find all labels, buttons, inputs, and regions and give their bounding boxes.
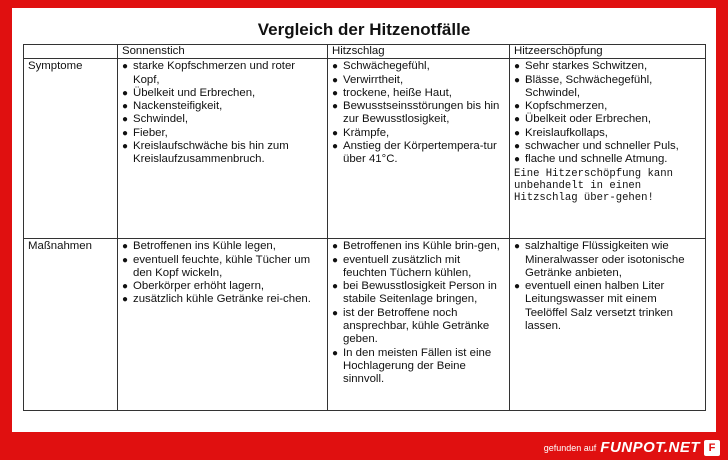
list-item: ● zusätzlich kühle Getränke rei-chen. — [122, 293, 311, 306]
row-symptome — [24, 59, 706, 239]
list-item: ● ist der Betroffene noch ansprechbar, kühle Getränke geben. — [332, 306, 490, 346]
list-item: ● Übelkeit oder Erbrechen, — [514, 113, 651, 126]
cell-massnahmen-hitzeerschoepfung — [510, 239, 706, 411]
bullet-icon: ● — [514, 281, 521, 293]
list-item: ● Sehr starkes Schwitzen, — [514, 60, 648, 73]
bullet-icon: ● — [332, 254, 339, 266]
bullet-icon: ● — [332, 127, 339, 139]
list-item: ● starke Kopfschmerzen und roter Kopf, — [122, 60, 296, 86]
bullet-icon: ● — [332, 347, 339, 359]
list-item: ● Kreislaufkollaps, — [514, 126, 608, 139]
watermark-footer — [544, 439, 720, 456]
bullet-icon: ● — [332, 101, 339, 113]
cell-symptome-hitzeerschoepfung — [510, 59, 706, 239]
list-item: ● Bewusstseinsstörungen bis hin zur Bewusstlosigkeit, — [332, 100, 500, 126]
list-item: ● Fieber, — [122, 126, 168, 139]
list-item: ● Krämpfe, — [332, 126, 390, 139]
watermark-found-text: gefunden auf — [543, 442, 597, 453]
cell-symptome-hitzschlag — [328, 59, 510, 239]
list-item: ● eventuell feuchte, kühle Tücher um den Kopf wickeln, — [122, 253, 311, 279]
bullet-icon: ● — [122, 114, 129, 126]
bullet-icon: ● — [122, 294, 129, 306]
cell-massnahmen-sonnenstich — [118, 239, 328, 411]
page-title: Vergleich der Hitzenotfälle — [257, 20, 471, 39]
list-item: ● Kreislaufschwäche bis hin zum Kreislaufzusammenbruch. — [122, 140, 289, 166]
column-header-sonnenstich: Sonnenstich — [118, 45, 328, 59]
bullet-icon: ● — [514, 141, 521, 153]
list-item: ● trockene, heiße Haut, — [332, 86, 452, 99]
bullet-icon: ● — [122, 61, 129, 73]
bullet-icon: ● — [122, 254, 129, 266]
bullet-icon: ● — [122, 127, 129, 139]
bullet-icon: ● — [332, 307, 339, 319]
watermark-brand: FUNPOT.NET — [600, 439, 700, 456]
bullet-icon: ● — [332, 87, 339, 99]
bullet-icon: ● — [122, 241, 129, 253]
bullet-icon: ● — [122, 101, 129, 113]
bullet-icon: ● — [332, 281, 339, 293]
list-item: ● bei Bewusstlosigkeit Person in stabile Seitenlage bringen, — [332, 280, 497, 306]
row-massnahmen — [24, 239, 706, 411]
bullet-icon: ● — [332, 74, 339, 86]
bullet-icon: ● — [122, 87, 129, 99]
bullet-icon: ● — [514, 114, 521, 126]
list-item: ● eventuell einen halben Liter Leitungswasser mit einem Teelöffel Salz versetzt trinken lassen. — [514, 280, 673, 333]
bullet-icon: ● — [332, 141, 339, 153]
bullet-icon: ● — [514, 61, 521, 73]
list-item: ● flache und schnelle Atmung. — [514, 153, 668, 166]
list-item: ● schwacher und schneller Puls, — [514, 140, 679, 153]
column-header-hitzschlag: Hitzschlag — [328, 45, 510, 59]
list-item: ● Betroffenen ins Kühle legen, — [122, 240, 276, 253]
column-header-hitzeerschoepfung: Hitzeerschöpfung — [510, 45, 706, 59]
list-item: ● Schwindel, — [122, 113, 189, 126]
list-item: ● Betroffenen ins Kühle brin-gen, — [332, 240, 500, 253]
bullet-icon: ● — [514, 127, 521, 139]
document-sheet — [12, 8, 716, 432]
bullet-icon: ● — [122, 281, 129, 293]
header-row — [24, 45, 706, 59]
list-item: ● Blässe, Schwächegefühl, Schwindel, — [514, 73, 653, 99]
cell-massnahmen-hitzschlag — [328, 239, 510, 411]
list-item: ● In den meisten Fällen ist eine Hochlagerung der Beine sinnvoll. — [332, 346, 492, 386]
list-item: ● Schwächegefühl, — [332, 60, 430, 73]
row-label-symptome: Symptome — [24, 59, 118, 239]
bullet-icon: ● — [332, 61, 339, 73]
list-item: ● Kopfschmerzen, — [514, 100, 608, 113]
bullet-icon: ● — [514, 101, 521, 113]
bullet-icon: ● — [332, 241, 339, 253]
corner-cell — [24, 45, 118, 59]
row-label-massnahmen: Maßnahmen — [24, 239, 118, 411]
list-item: ● eventuell zusätzlich mit feuchten Tüchern kühlen, — [332, 253, 472, 279]
brand-logo-icon: F — [704, 440, 720, 456]
cell-symptome-sonnenstich — [118, 59, 328, 239]
list-item: ● Nackensteifigkeit, — [122, 100, 223, 113]
bullet-icon: ● — [122, 141, 129, 153]
list-item: ● Anstieg der Körpertempera-tur über 41°C. — [332, 140, 497, 166]
bullet-icon: ● — [514, 241, 521, 253]
warning-note: Eine Hitzerschöpfung kann unbehandelt in einen Hitzschlag über-gehen! — [514, 167, 673, 204]
list-item: ● Oberkörper erhöht lagern, — [122, 280, 265, 293]
list-item: ● Übelkeit und Erbrechen, — [122, 86, 256, 99]
comparison-table — [23, 44, 706, 411]
bullet-icon: ● — [514, 154, 521, 166]
list-item: ● salzhaltige Flüssigkeiten wie Mineralwasser oder isotonische Getränke anbieten, — [514, 240, 685, 279]
bullet-icon: ● — [514, 74, 521, 86]
list-item: ● Verwirrtheit, — [332, 73, 404, 86]
